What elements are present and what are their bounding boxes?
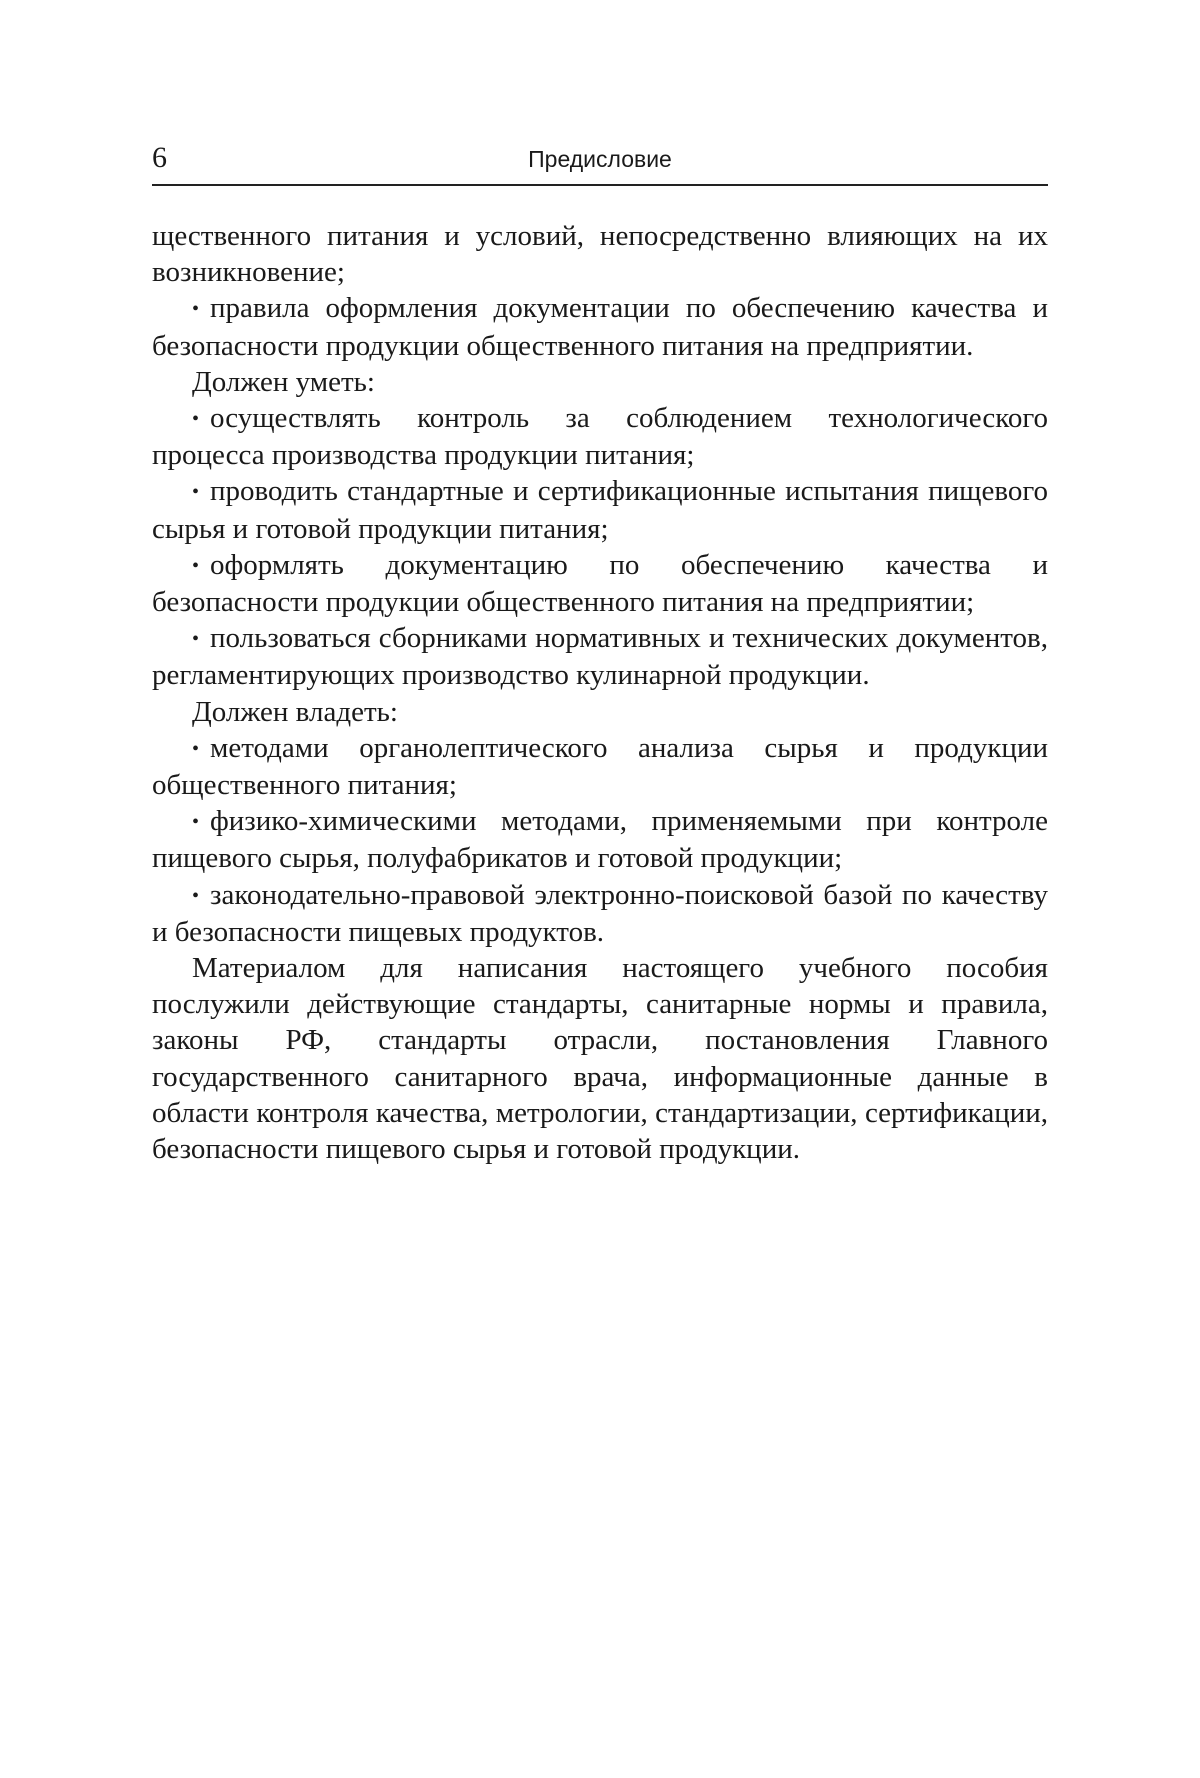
bullet-item	[152, 473, 1048, 546]
bullet-text: оформлять документацию по обеспечению качества и безопасности продукции общественного питания на предприятии;	[152, 548, 1048, 619]
bullet-text: пользоваться сборниками нормативных и технических документов, регламентирующих производство кулинарной продукции.	[152, 622, 1048, 692]
running-title: Предисловие	[528, 146, 672, 172]
bullet-icon: •	[192, 298, 200, 321]
bullet-icon: •	[192, 554, 200, 577]
bullet-text: методами органолептического анализа сырья и продукции общественного питания;	[152, 731, 1048, 802]
paragraph-continuation: щественного питания и условий, непосредственно влияющих на их возникновение;	[152, 220, 1048, 289]
closing-paragraph: Материалом для написания настоящего учебного пособия послужили действующие стандарты, санитарные нормы и правила, законы РФ, стандарты отрасли, постановления Главного государственного санитарного врача, информационные данные в области контроля качества, метрологии, стандартизации, сертификации, безопасности пищевого сырья и готовой продукции.	[152, 952, 1048, 1166]
section-label-umet: Должен уметь:	[192, 365, 375, 398]
bullet-text: физико-химическими методами, применяемыми при контроле пищевого сырья, полуфабрикатов и готовой продукции;	[152, 805, 1048, 875]
bullet-item	[152, 620, 1048, 693]
bullet-item	[152, 547, 1048, 620]
bullet-icon: •	[192, 628, 200, 651]
bullet-icon: •	[192, 737, 200, 760]
page-header	[152, 140, 1048, 186]
bullet-item	[152, 400, 1048, 473]
bullet-text: проводить стандартные и сертификационные испытания пищевого сырья и готовой продукции питания;	[152, 475, 1048, 545]
bullet-text: правила оформления документации по обеспечению качества и безопасности продукции общественного питания на предприятии.	[152, 292, 1048, 362]
bullet-icon: •	[192, 481, 200, 504]
page-number: 6	[152, 141, 167, 174]
bullet-item	[152, 730, 1048, 803]
bullet-text: осуществлять контроль за соблюдением технологического процесса производства продукции питания;	[152, 402, 1048, 472]
body-text	[152, 218, 1048, 1167]
bullet-item	[152, 877, 1048, 950]
bullet-icon: •	[192, 408, 200, 431]
bullet-item	[152, 290, 1048, 363]
section-label-vladet: Должен владеть:	[192, 695, 398, 728]
bullet-icon: •	[192, 811, 200, 834]
bullet-item	[152, 803, 1048, 876]
bullet-icon: •	[192, 884, 200, 907]
bullet-text: законодательно-правовой электронно-поисковой базой по качеству и безопасности пищевых продуктов.	[152, 878, 1048, 948]
